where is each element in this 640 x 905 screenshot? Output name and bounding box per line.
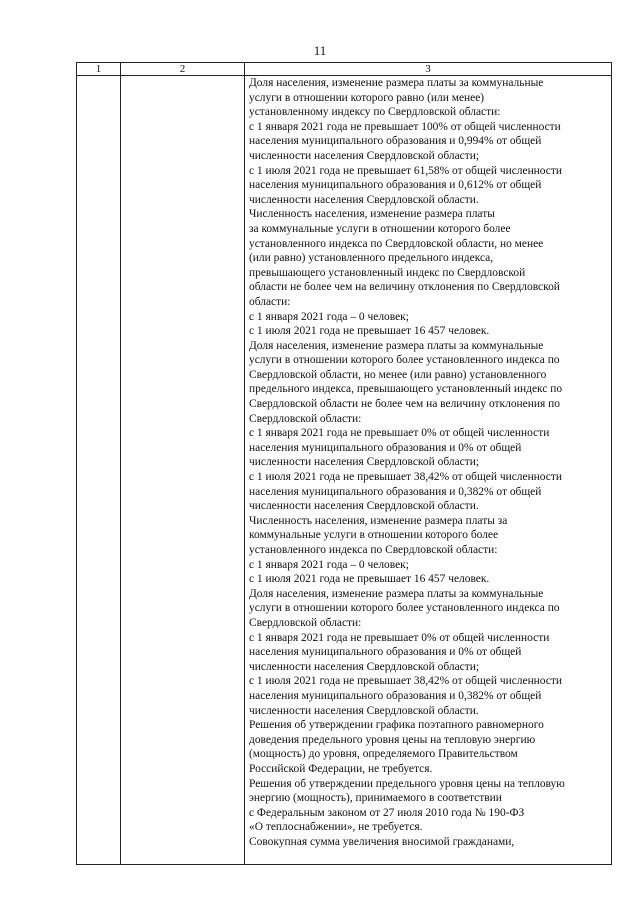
text-line: Доля населения, изменение размера платы за коммунальные <box>249 77 544 89</box>
text-line: с 1 января 2021 года не превышает 100% от общей численности <box>249 120 561 133</box>
cell-col-2 <box>121 76 245 865</box>
text-line: установленному индексу по Свердловской области: <box>249 106 501 119</box>
text-line: с 1 января 2021 года не превышает 0% от общей численности <box>249 427 550 440</box>
text-line: с 1 января 2021 года – 0 человек; <box>249 310 409 323</box>
text-line: энергию (мощность), принимаемого в соответствии <box>249 792 502 805</box>
text-line: услуги в отношении которого равно (или менее) <box>249 91 485 104</box>
text-line: с 1 июля 2021 года не превышает 16 457 человек. <box>249 573 490 586</box>
text-line: услуги в отношении которого более установленного индекса по <box>249 354 560 367</box>
text-line: (или равно) установленного предельного индекса, <box>249 252 494 265</box>
text-line: Численность населения, изменение размера платы <box>249 208 495 221</box>
text-line: с 1 июля 2021 года не превышает 38,42% от общей численности <box>249 675 563 688</box>
text-line: Российской Федерации, не требуется. <box>249 762 433 775</box>
page-number: 11 <box>313 43 327 58</box>
text-line: населения муниципального образования и 0,612% от общей <box>249 179 542 192</box>
text-line: Решения об утверждении предельного уровня цены на тепловую <box>249 777 565 790</box>
column-header-2: 2 <box>121 63 245 76</box>
text-line: с 1 июля 2021 года не превышает 16 457 человек. <box>249 325 490 338</box>
text-line: численности населения Свердловской области; <box>249 660 480 673</box>
text-line: населения муниципального образования и 0,994% от общей <box>249 135 542 148</box>
text-line: Свердловской области не более чем на величину отклонения по <box>249 398 560 411</box>
text-line: доведения предельного уровня цены на тепловую энергию <box>249 733 536 746</box>
text-line: с 1 июля 2021 года не превышает 38,42% от общей численности <box>249 471 563 484</box>
text-line: превышающего установленный индекс по Свердловской <box>249 266 526 279</box>
text-line: населения муниципального образования и 0,382% от общей <box>249 485 542 498</box>
cell-col-3-text <box>245 76 611 864</box>
text-line: «О теплоснабжении», не требуется. <box>249 821 423 834</box>
text-line: услуги в отношении которого более установленного индекса по <box>249 602 560 615</box>
text-line: установленного индекса по Свердловской области: <box>249 544 498 556</box>
text-line: области: <box>249 295 291 308</box>
text-line: с 1 января 2021 года не превышает 0% от общей численности <box>249 631 550 644</box>
table-header-row <box>77 63 612 76</box>
text-line: Свердловской области: <box>249 616 362 629</box>
text-line: Численность населения, изменение размера платы за <box>249 514 508 527</box>
text-line: численности населения Свердловской области. <box>249 500 479 513</box>
text-line: (мощность) до уровня, определяемого Правительством <box>249 748 518 761</box>
text-line: численности населения Свердловской области; <box>249 456 480 469</box>
text-line: области не более чем на величину отклонения по Свердловской <box>249 281 560 294</box>
text-line: численности населения Свердловской области. <box>249 704 479 717</box>
text-line: с Федеральным законом от 27 июля 2010 года № 190-ФЗ <box>249 806 525 819</box>
text-line: численности населения Свердловской области. <box>249 193 479 206</box>
text-line: коммунальные услуги в отношении которого более <box>249 529 499 542</box>
text-line: Свердловской области: <box>249 412 362 425</box>
text-line: Доля населения, изменение размера платы за коммунальные <box>249 587 544 600</box>
text-line: населения муниципального образования и 0% от общей <box>249 646 522 659</box>
text-line: населения муниципального образования и 0,382% от общей <box>249 689 542 702</box>
text-line: предельного индекса, превышающего установленный индекс по <box>249 383 563 396</box>
table-row <box>77 76 612 865</box>
cell-col-1 <box>77 76 121 865</box>
text-line: с 1 июля 2021 года не превышает 61,58% от общей численности <box>249 164 563 177</box>
text-line: с 1 января 2021 года – 0 человек; <box>249 558 409 571</box>
text-line: за коммунальные услуги в отношении которого более <box>249 222 511 235</box>
text-line: численности населения Свердловской области; <box>249 149 480 162</box>
text-line: Решения об утверждении графика поэтапного равномерного <box>249 719 544 732</box>
column-header-1: 1 <box>77 63 121 76</box>
text-line: населения муниципального образования и 0% от общей <box>249 441 522 454</box>
cell-col-3 <box>245 76 612 865</box>
text-line: Совокупная сумма увеличения вносимой гражданами, <box>249 835 515 848</box>
text-line: Доля населения, изменение размера платы за коммунальные <box>249 339 544 352</box>
text-line: установленного индекса по Свердловской области, но менее <box>249 237 544 250</box>
document-table <box>76 62 612 865</box>
column-header-3: 3 <box>245 63 612 76</box>
text-line: Свердловской области, но менее (или равно) установленного <box>249 368 547 381</box>
